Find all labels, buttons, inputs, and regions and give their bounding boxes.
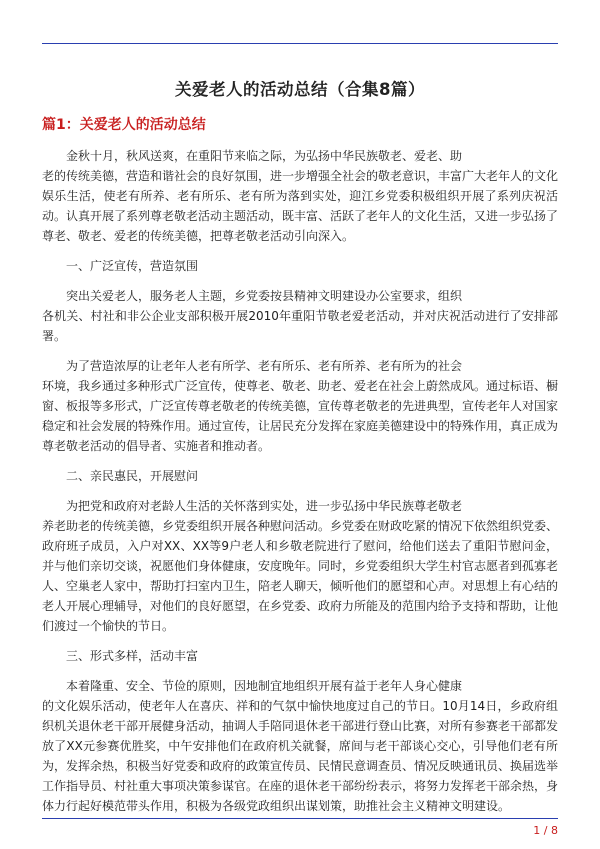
document-body xyxy=(42,146,558,816)
paragraph-first-line: 为了营造浓厚的让老年人老有所学、老有所乐、老有所养、老有所为的社会 xyxy=(66,359,463,373)
paragraph-text: 各机关、村社和非公企业支部积极开展2010年重阳节敬老爱老活动，并对庆祝活动进行了安排部署。 xyxy=(42,309,558,343)
paragraph-section1-b xyxy=(42,356,558,456)
paragraph-first-line: 金秋十月，秋风送爽，在重阳节来临之际，为弘扬中华民族敬老、爱老、助 xyxy=(66,149,463,163)
paragraph-first-line: 本着隆重、安全、节俭的原则，因地制宜地组织开展有益于老年人身心健康 xyxy=(66,679,463,693)
paragraph-intro xyxy=(42,146,558,246)
paragraph-section1-a xyxy=(42,286,558,346)
paragraph-text: 老的传统美德，营造和谐社会的良好氛围，进一步增强全社会的敬老意识，丰富广大老年人的文化娱乐生活，使老有所养、老有所乐、老有所为落到实处，迎江乡党委积极组织开展了系列庆祝活动。认真开展了系列尊老敬老活动主题活动，既丰富、活跃了老年人的文化生活，又进一步弘扬了尊老、敬老、爱老的传统美德，把尊老敬老活动引向深入。 xyxy=(42,169,559,243)
paragraph-section3 xyxy=(42,676,558,816)
section-heading-3: 三、形式多样，活动丰富 xyxy=(66,649,199,663)
chapter-heading: 篇1：关爱老人的活动总结 xyxy=(42,117,206,133)
paragraph-text: 的文化娱乐活动，使老年人在喜庆、祥和的气氛中愉快地度过自己的节日。10月14日，乡政府组织机关退休老干部开展健身活动，抽调人手陪同退休老干部进行登山比赛，对所有参赛老干部都发放了XX元参赛优胜奖，中午安排他们在政府机关就餐，席间与老干部谈心交心，引导他们老有所为，发挥余热，积极当好党委和政府的政策宣传员、民情民意调查员、情况反映通讯员、换届选举工作指导员、村社重大事项决策参谋官。在座的退休老干部纷纷表示，将努力发挥老干部余热，身体力行起好模范带头作用，积极为各级党政组织出谋划策，助推社会主义精神文明建设。 xyxy=(42,699,559,813)
document-title: 关爱老人的活动总结（合集8篇） xyxy=(175,80,425,99)
paragraph-text: 环境，我乡通过多种形式广泛宣传，使尊老、敬老、助老、爱老在社会上蔚然成风。通过标语、橱窗、板报等多形式，广泛宣传尊老敬老的传统美德，宣传尊老敬老的先进典型，宣传老年人对国家稳定和社会发展的特殊作用。通过宣传，让居民充分发挥在家庭美德建设中的特殊作用，真正成为尊老敬老活动的倡导者、实施者和推动者。 xyxy=(42,379,559,453)
paragraph-text: 养老助老的传统美德，乡党委组织开展各种慰问活动。乡党委在财政吃紧的情况下依然组织党委、政府班子成员，入户对XX、XX等9户老人和乡敬老院进行了慰问，给他们送去了重阳节慰问金，并与他们亲切交谈，祝愿他们身体健康，安度晚年。同时，乡党委组织大学生村官志愿者到孤寡老人、空巢老人家中，帮助打扫室内卫生，陪老人聊天，倾听他们的愿望和心声。对思想上有心结的老人开展心理辅导，对他们的良好愿望，在乡党委、政府力所能及的范围内给予支持和帮助，让他们渡过一个愉快的节日。 xyxy=(42,519,559,633)
paragraph-first-line: 突出关爱老人，服务老人主题，乡党委按县精神文明建设办公室要求，组织 xyxy=(66,289,463,303)
paragraph-first-line: 为把党和政府对老龄人生活的关怀落到实处，进一步弘扬中华民族尊老敬老 xyxy=(66,499,463,513)
header-rule xyxy=(42,43,558,44)
footer-rule xyxy=(42,818,558,819)
page-number: 1 / 8 xyxy=(533,824,558,837)
section-heading-2: 二、亲民惠民，开展慰问 xyxy=(66,469,199,483)
paragraph-section2 xyxy=(42,496,558,636)
section-heading-1: 一、广泛宣传，营造氛围 xyxy=(66,259,199,273)
